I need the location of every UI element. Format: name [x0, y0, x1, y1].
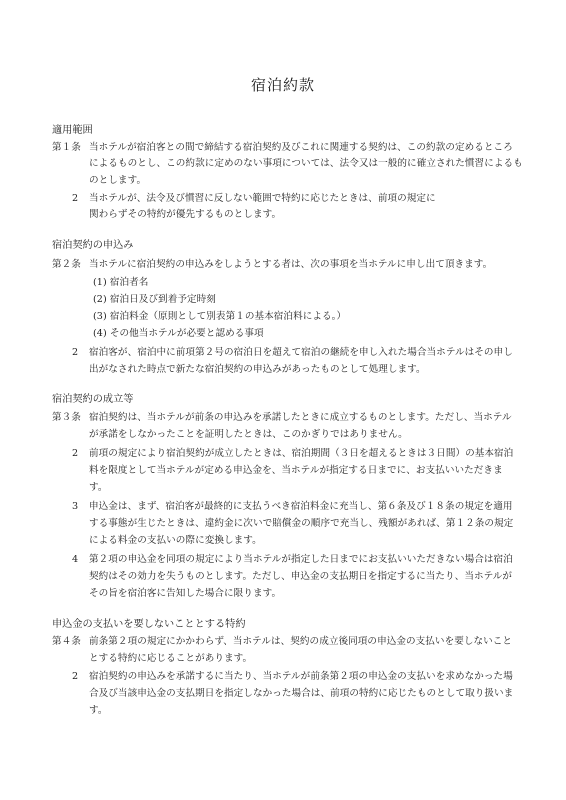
article-2-para-2-line: 出がなされた時点で新たな宿泊契約の申込みがあったものとして処理します。 — [89, 364, 426, 375]
article-3-para-3-line: による料金の支払いの際に変換します。 — [89, 535, 262, 546]
article-4-line: とする特約に応じることがあります。 — [89, 653, 253, 664]
article-4-para-2-line: 合及び当該申込金の支払期日を指定しなかった場合は、前項の特約に応じたものとして取り扱いま — [89, 688, 514, 699]
section-heading-scope: 適用範囲 — [52, 125, 93, 136]
article-2-item: (4) その他当ホテルが必要と認める事項 — [93, 328, 264, 339]
article-2-para-2-number: 2 — [72, 347, 79, 358]
article-4-para-2-number: 2 — [72, 671, 79, 682]
section-heading-formation: 宿泊契約の成立等 — [52, 394, 134, 405]
page-title: 宿泊約款 — [250, 76, 315, 94]
article-4-para-2-line: す。 — [89, 705, 108, 716]
article-1-line: のとします。 — [89, 175, 147, 186]
article-3-line: 宿泊契約は、当ホテルが前条の申込みを承諾したときに成立するものとします。ただし、当ホテル — [89, 412, 512, 423]
article-1-label: 第１条 — [52, 142, 81, 153]
article-3-label: 第３条 — [52, 412, 81, 423]
article-2-para-2-line: 宿泊客が、宿泊中に前項第２号の宿泊日を超えて宿泊の継続を申し入れた場合当ホテルはその申し — [89, 347, 513, 358]
article-2-line: 当ホテルに宿泊契約の申込みをしようとする者は、次の事項を当ホテルに申し出て頂きます。 — [89, 259, 493, 270]
article-3-line: が承諾をしなかったことを証明したときは、このかぎりではありません。 — [89, 429, 408, 440]
section-heading-application: 宿泊契約の申込み — [52, 240, 134, 251]
article-1-para-2-line: 関わらずその特約が優先するものとします。 — [89, 209, 282, 220]
article-4-line: 前条第２項の規定にかかわらず、当ホテルは、契約の成立後同項の申込金の支払いを要しないこと — [89, 636, 513, 647]
article-3-para-2-line: す。 — [89, 482, 108, 493]
article-3-para-3-line: する事態が生じたときは、違約金に次いで賠償金の順序で充当し、残額があれば、第１２条の規定 — [89, 518, 514, 529]
article-1-para-2-number: 2 — [72, 193, 79, 204]
article-1-line: によるものとし、この約款に定めのない事項については、法令又は一般的に確立された慣習によるも — [89, 158, 523, 169]
article-1-para-2-line: 当ホテルが、法令及び慣習に反しない範囲で特約に応じたときは、前項の規定に — [89, 193, 436, 204]
article-3-para-3-line: 申込金は、まず、宿泊客が最終的に支払うべき宿泊料金に充当し、第６条及び１８条の規定を適用 — [89, 501, 513, 512]
article-3-para-4-line: その旨を宿泊客に告知した場合に限ります。 — [89, 588, 282, 599]
article-2-item: (1) 宿泊者名 — [93, 277, 149, 288]
article-1-line: 当ホテルが宿泊客との間で締結する宿泊契約及びこれに関連する契約は、この約款の定めるところ — [89, 142, 513, 153]
article-3-para-4-number: 4 — [72, 554, 79, 565]
article-2-item: (2) 宿泊日及び到着予定時刻 — [93, 294, 216, 305]
article-3-para-4-line: 契約はその効力を失うものとします。ただし、申込金の支払期日を指定するに当たり、当ホテルが — [89, 571, 513, 582]
article-3-para-4-line: 第２項の申込金を同項の規定により当ホテルが指定した日までにお支払いいただきない場合は宿泊 — [89, 554, 513, 565]
article-3-para-2-line: 料を限度として当ホテルが定める申込金を、当ホテルが指定する日までに、お支払いいただきま — [89, 465, 503, 476]
article-2-label: 第２条 — [52, 259, 81, 270]
article-2-item: (3) 宿泊料金（原則として別表第１の基本宿泊料による。） — [93, 311, 347, 322]
article-3-para-2-number: 2 — [72, 448, 79, 459]
section-heading-special-agreement: 申込金の支払いを要しないこととする特約 — [52, 619, 246, 630]
article-4-label: 第４条 — [52, 636, 81, 647]
article-4-para-2-line: 宿泊契約の申込みを承諾するに当たり、当ホテルが前条第２項の申込金の支払いを求めなかった場 — [89, 671, 513, 682]
article-3-para-3-number: 3 — [72, 501, 79, 512]
article-3-para-2-line: 前項の規定により宿泊契約が成立したときは、宿泊期間（３日を超えるときは３日間）の基本宿泊 — [89, 448, 514, 459]
